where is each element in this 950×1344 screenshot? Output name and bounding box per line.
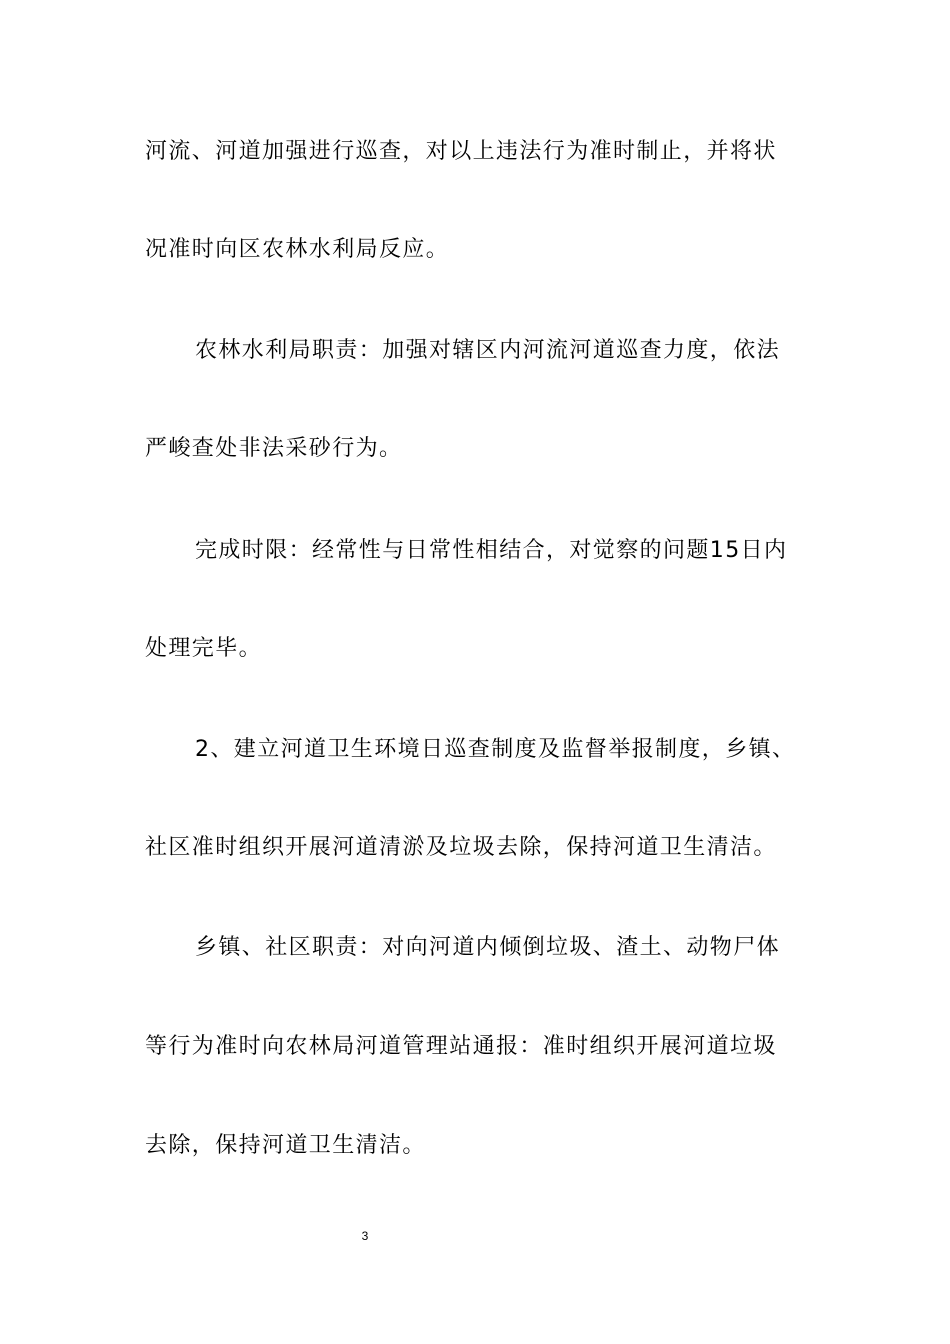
text-line-10: 等行为准时向农林局河道管理站通报：准时组织开展河道垃圾 [145, 1034, 777, 1059]
text-line-2: 况准时向区农林水利局反应。 [145, 237, 450, 262]
text-line-1: 河流、河道加强进行巡查，对以上违法行为准时制止，并将状 [145, 139, 777, 164]
text-line-5: 完成时限：经常性与日常性相结合，对觉察的问题15日内 [195, 538, 788, 563]
page-number: 3 [361, 1229, 369, 1243]
text-line-7: 2、建立河道卫生环境日巡查制度及监督举报制度，乡镇、 [195, 737, 796, 762]
text-line-9: 乡镇、社区职责：对向河道内倾倒垃圾、渣土、动物尸体 [195, 935, 781, 960]
text-line-4: 严峻查处非法采砂行为。 [145, 436, 403, 461]
text-line-6: 处理完毕。 [145, 636, 263, 661]
text-line-11: 去除，保持河道卫生清洁。 [145, 1133, 426, 1158]
text-line-8: 社区准时组织开展河道清淤及垃圾去除，保持河道卫生清洁。 [145, 835, 777, 860]
text-line-3: 农林水利局职责：加强对辖区内河流河道巡查力度，依法 [195, 338, 781, 363]
